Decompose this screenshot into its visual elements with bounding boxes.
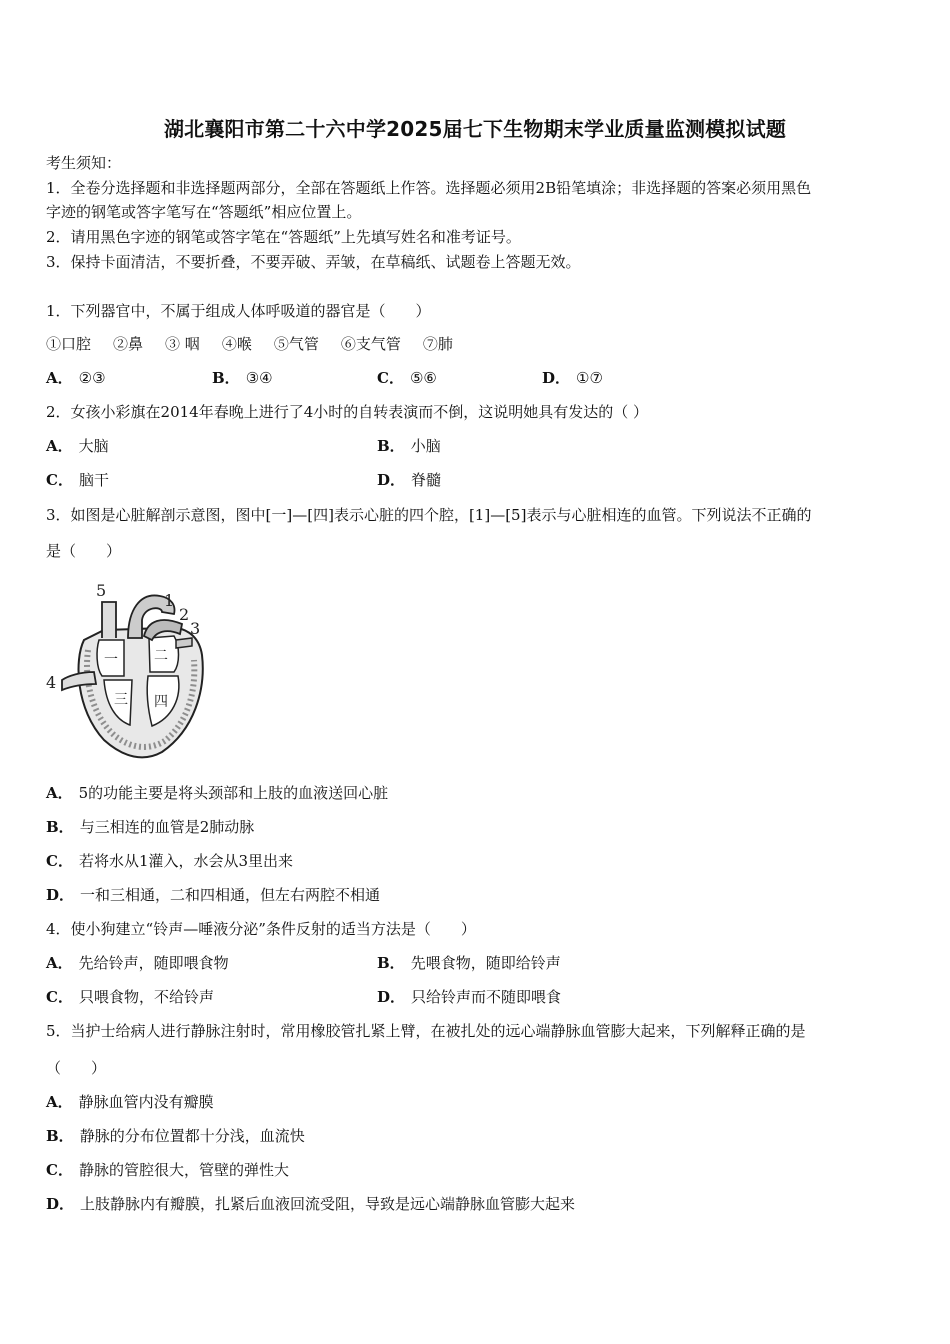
question-3-option-d: D． 一和三相通，二和四相通，但左右两腔不相通	[46, 886, 381, 904]
organ-item: ⑥支气管	[340, 335, 401, 353]
question-5-option-d: D． 上肢静脉内有瓣膜，扎紧后血液回流受阻，导致是远心端静脉血管膨大起来	[46, 1195, 576, 1213]
question-5-stem: 5．当护士给病人进行静脉注射时，常用橡胶管扎紧上臂，在被扎处的远心端静脉血管膨大起来，下列解释正确的是	[46, 1022, 806, 1040]
question-1-option-b: B． ③④	[212, 369, 273, 387]
question-3-stem-cont: 是（ ）	[46, 542, 122, 560]
label-chamber-2: 二	[154, 648, 168, 664]
notice-item: 3．保持卡面清洁，不要折叠，不要弄破、弄皱，在草稿纸、试题卷上答题无效。	[46, 253, 581, 271]
organ-item: ③ 咽	[165, 335, 200, 353]
notice-item: 1．全卷分选择题和非选择题两部分，全部在答题纸上作答。选择题必须用2B铅笔填涂；非选择题的答案必须用黑色	[46, 179, 812, 197]
question-4-option-d: D． 只给铃声而不随即喂食	[377, 988, 562, 1006]
vessel-superior-vena-cava	[102, 602, 116, 638]
question-2-option-a: A． 大脑	[46, 437, 109, 455]
question-1-option-d: D． ①⑦	[542, 369, 603, 387]
question-3-option-c: C． 若将水从1灌入，水会从3里出来	[46, 852, 294, 870]
vessel-pulmonary-vein	[176, 638, 192, 648]
organ-item: ①口腔	[46, 335, 92, 353]
label-2: 2	[179, 605, 190, 624]
organ-item: ②鼻	[113, 335, 144, 353]
heart-diagram	[44, 580, 214, 765]
question-3-stem: 3．如图是心脏解剖示意图，图中[一]—[四]表示心脏的四个腔，[1]—[5]表示与心脏相连的血管。下列说法不正确的	[46, 506, 812, 524]
notice-item: 2．请用黑色字迹的钢笔或答字笔在“答题纸”上先填写姓名和准考证号。	[46, 228, 521, 246]
question-5-option-c: C． 静脉的管腔很大，管壁的弹性大	[46, 1161, 289, 1179]
question-5-option-a: A． 静脉血管内没有瓣膜	[46, 1093, 214, 1111]
label-chamber-4: 四	[154, 694, 168, 710]
question-4-option-c: C． 只喂食物，不给铃声	[46, 988, 214, 1006]
question-2-option-c: C． 脑干	[46, 471, 109, 489]
label-chamber-1: 一	[104, 652, 118, 668]
question-4-option-a: A． 先给铃声，随即喂食物	[46, 954, 229, 972]
label-chamber-3: 三	[114, 692, 128, 708]
notice-heading: 考生须知：	[46, 154, 122, 172]
question-4-stem: 4．使小狗建立“铃声—唾液分泌”条件反射的适当方法是（ ）	[46, 920, 476, 938]
label-3: 3	[190, 619, 201, 638]
question-2-option-d: D． 脊髓	[377, 471, 442, 489]
organ-item: ⑦肺	[422, 335, 453, 353]
question-1-option-a: A． ②③	[46, 369, 106, 387]
question-4-option-b: B． 先喂食物，随即给铃声	[377, 954, 561, 972]
question-3-option-a: A． 5的功能主要是将头颈部和上肢的血液送回心脏	[46, 784, 389, 802]
organ-item: ④喉	[221, 335, 252, 353]
question-3-option-b: B． 与三相连的血管是2肺动脉	[46, 818, 255, 836]
question-5-stem-cont: （ ）	[46, 1059, 107, 1077]
label-4: 4	[46, 673, 57, 692]
question-2-option-b: B． 小脑	[377, 437, 441, 455]
question-1-option-c: C． ⑤⑥	[377, 369, 437, 387]
question-2-stem: 2．女孩小彩旗在2014年春晚上进行了4小时的自转表演而不倒，这说明她具有发达的（ ）	[46, 403, 649, 421]
page-title: 湖北襄阳市第二十六中学2025届七下生物期末学业质量监测模拟试题	[163, 117, 787, 141]
question-1-organ-list	[46, 333, 475, 355]
organ-item: ⑤气管	[273, 335, 319, 353]
notice-item: 字迹的钢笔或答字笔写在“答题纸”相应位置上。	[46, 203, 362, 221]
question-1-stem: 1．下列器官中，不属于组成人体呼吸道的器官是（ ）	[46, 302, 431, 320]
question-5-option-b: B． 静脉的分布位置都十分浅，血流快	[46, 1127, 305, 1145]
label-1: 1	[164, 591, 175, 610]
label-5: 5	[96, 581, 107, 600]
